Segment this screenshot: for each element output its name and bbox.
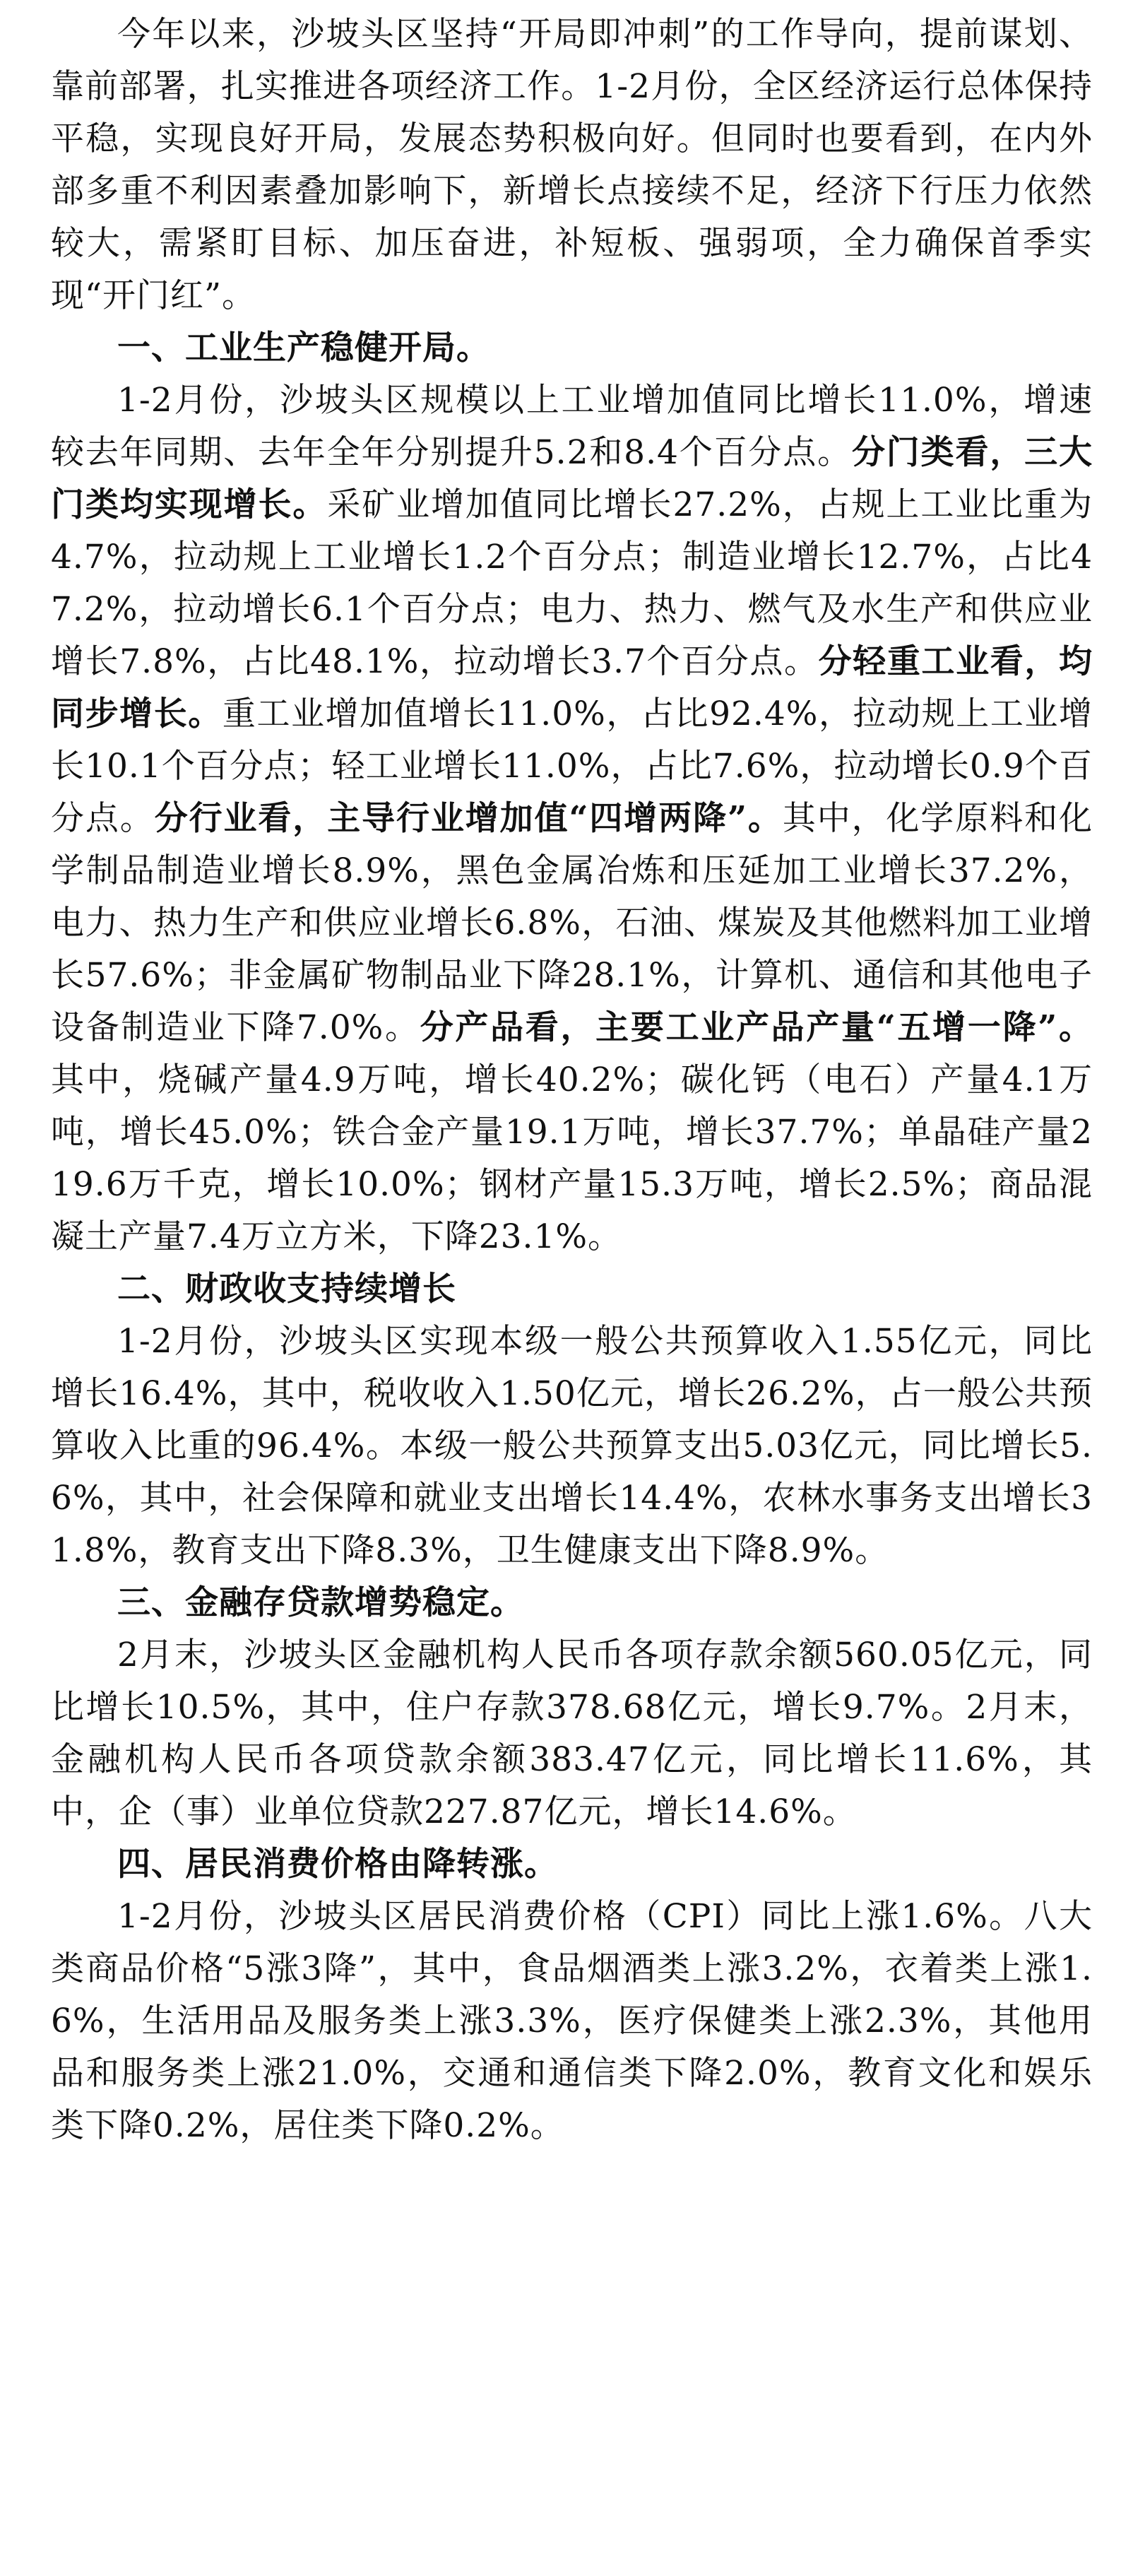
section-3-heading: 三、金融存贷款增势稳定。 xyxy=(117,1583,524,1622)
section-1-bold-text: 分轻重工业看，均同步增长。 xyxy=(51,642,1093,733)
section-1-bold-text: 分门类看，三大门类均实现增长。 xyxy=(51,433,1093,524)
section-4-text: 1-2月份，沙坡头区居民消费价格（CPI）同比上涨1.6%。八大类商品价格“5涨3降”，其中，食品烟酒类上涨3.2%，衣着类上涨1.6%，生活用品及服务类上涨3.3%，医疗保健类上涨2.3%，其他用品和服务类上涨21.0%，交通和通信类下降2.0%，教育文化和娱乐类下降0.2%，居住类下降0.2%。 xyxy=(51,1897,1093,2145)
section-1-text: 1-2月份，沙坡头区规模以上工业增加值同比增长11.0%，增速较去年同期、去年全年分别提升5.2和8.4个百分点。 xyxy=(51,381,1093,472)
section-1-bold-text: 分产品看，主要工业产品产量“五增一降”。 xyxy=(420,1008,1093,1047)
section-2-heading: 二、财政收支持续增长 xyxy=(117,1270,456,1308)
intro-paragraph: 今年以来，沙坡头区坚持“开局即冲刺”的工作导向，提前谋划、靠前部署，扎实推进各项经济工作。1-2月份，全区经济运行总体保持平稳，实现良好开局，发展态势积极向好。但同时也要看到，在内外部多重不利因素叠加影响下，新增长点接续不足，经济下行压力依然较大，需紧盯目标、加压奋进，补短板、强弱项，全力确保首季实现“开门红”。 xyxy=(51,15,1093,315)
section-1-text: 其中，烧碱产量4.9万吨，增长40.2%；碳化钙（电石）产量4.1万吨，增长45.0%；铁合金产量19.1万吨，增长37.7%；单晶硅产量219.6万千克，增长10.0%；钢材产量15.3万吨，增长2.5%；商品混凝土产量7.4万立方米，下降23.1%。 xyxy=(51,1060,1093,1256)
section-1-bold-text: 分行业看，主导行业增加值“四增两降”。 xyxy=(154,799,783,838)
section-4-heading: 四、居民消费价格由降转涨。 xyxy=(117,1845,558,1884)
section-1-text: 重工业增加值增长11.0%，占比92.4%，拉动规上工业增长10.1个百分点；轻工业增长11.0%，占比7.6%，拉动增长0.9个百分点。 xyxy=(51,695,1093,838)
section-2-text: 1-2月份，沙坡头区实现本级一般公共预算收入1.55亿元，同比增长16.4%，其中，税收收入1.50亿元，增长26.2%，占一般公共预算收入比重的96.4%。本级一般公共预算支出5.03亿元，同比增长5.6%，其中，社会保障和就业支出增长14.4%，农林水事务支出增长31.8%，教育支出下降8.3%，卫生健康支出下降8.9%。 xyxy=(51,1322,1093,1570)
section-1-heading: 一、工业生产稳健开局。 xyxy=(117,329,490,367)
section-1-text: 其中，化学原料和化学制品制造业增长8.9%，黑色金属冶炼和压延加工业增长37.2%，电力、热力生产和供应业增长6.8%，石油、煤炭及其他燃料加工业增长57.6%；非金属矿物制品业下降28.1%，计算机、通信和其他电子设备制造业下降7.0%。 xyxy=(51,799,1093,1047)
section-2-paragraph xyxy=(51,1316,1093,1577)
section-4-paragraph xyxy=(51,1891,1093,2152)
section-3-text: 2月末，沙坡头区金融机构人民币各项存款余额560.05亿元，同比增长10.5%，其中，住户存款378.68亿元，增长9.7%。2月末，金融机构人民币各项贷款余额383.47亿元，同比增长11.6%，其中，企（事）业单位贷款227.87亿元，增长14.6%。 xyxy=(51,1636,1093,1831)
section-3-paragraph xyxy=(51,1629,1093,1838)
section-1-text: 采矿业增加值同比增长27.2%，占规上工业比重为4.7%，拉动规上工业增长1.2个百分点；制造业增长12.7%，占比47.2%，拉动增长6.1个百分点；电力、热力、燃气及水生产和供应业增长7.8%，占比48.1%，拉动增长3.7个百分点。 xyxy=(51,485,1093,681)
section-1-paragraph xyxy=(51,374,1093,1263)
